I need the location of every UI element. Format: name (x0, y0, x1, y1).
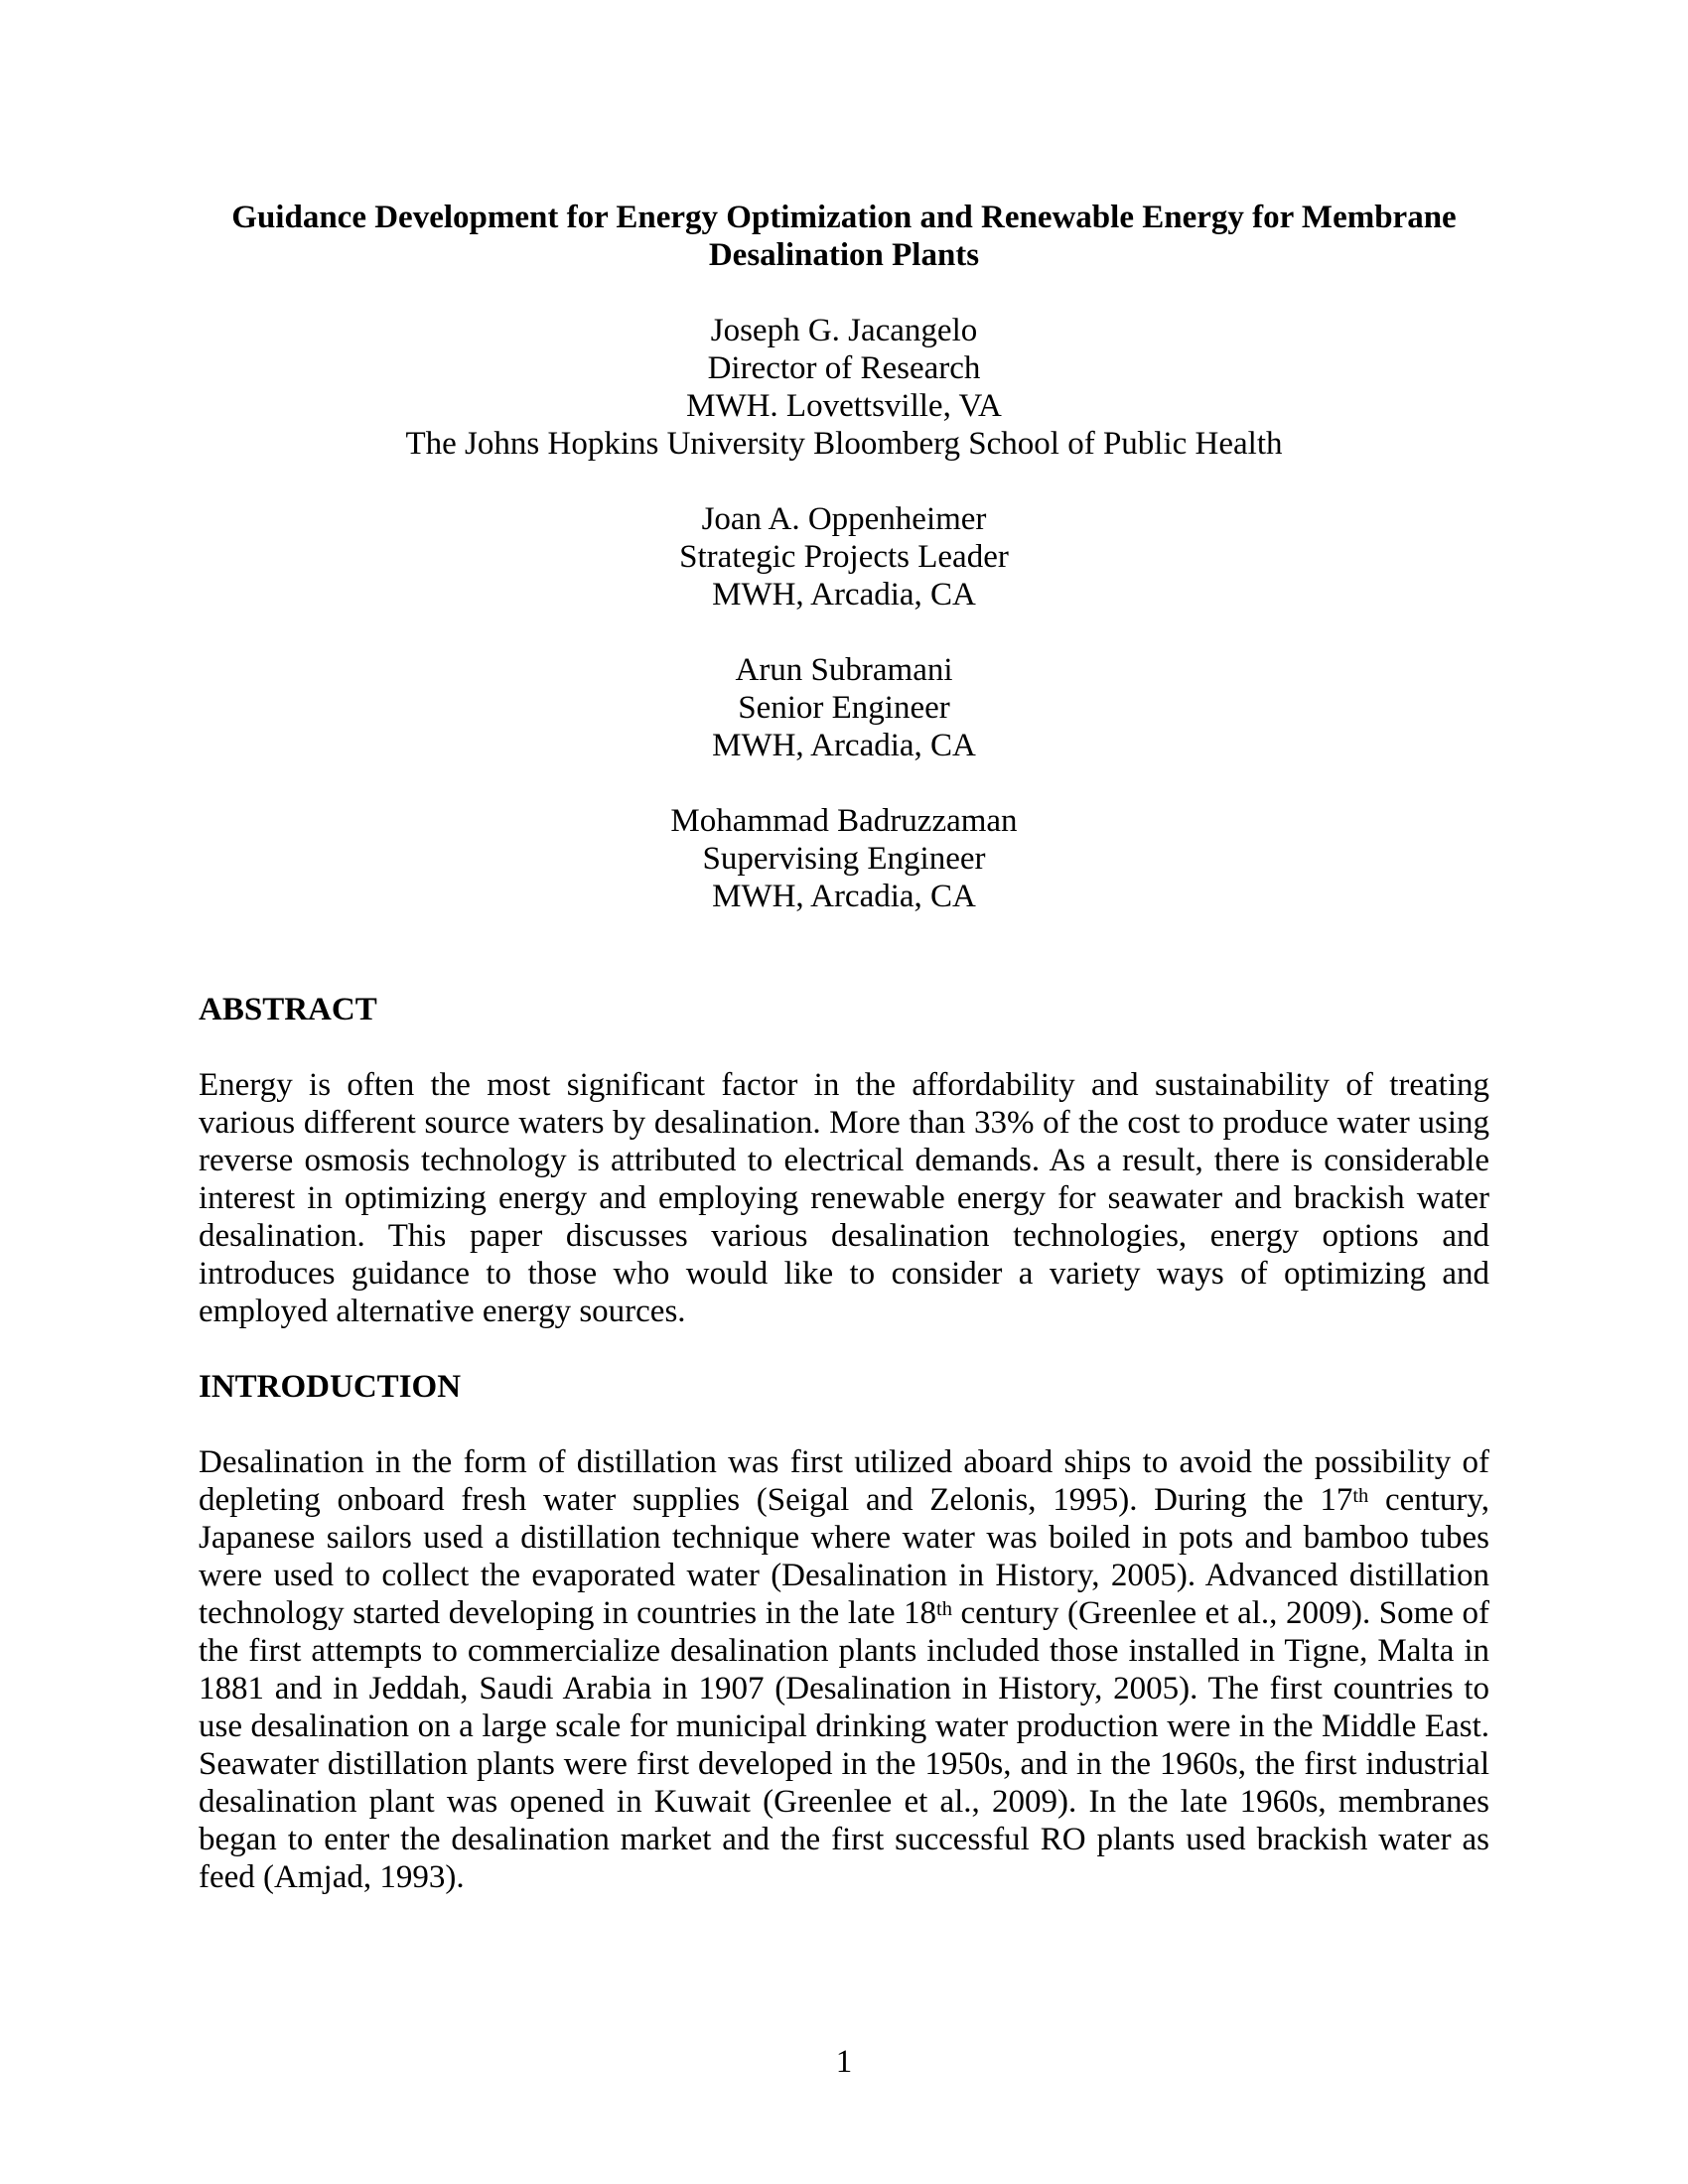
spacer (199, 274, 1489, 312)
spacer (199, 1028, 1489, 1066)
ordinal-superscript-17th: th (1352, 1484, 1369, 1507)
introduction-text-segment-3: century (Greenlee et al., 2009). Some of the first attempts to commercialize desalination plants included those installed in Tigne, Malta in 1881 and in Jeddah, Saudi Arabia in 1907 (Desalination in History, 2005). The first countries to use desalination on a large scale for municipal drinking water production were in the Middle East. Seawater distillation plants were first developed in the 1950s, and in the 1960s, the first industrial desalination plant was opened in Kuwait (Greenlee et al., 2009). In the late 1960s, membranes began to enter the desalination market and the first successful RO plants used brackish water as feed (Amjad, 1993). (199, 1595, 1489, 1895)
abstract-heading: ABSTRACT (199, 992, 377, 1027)
author-affiliation: MWH. Lovettsville, VA (686, 388, 1002, 424)
spacer (199, 614, 1489, 651)
introduction-heading: INTRODUCTION (199, 1369, 462, 1405)
author-role: Director of Research (707, 350, 981, 386)
page-footer (199, 2043, 1489, 2081)
paper-title (199, 199, 1489, 274)
introduction-text (199, 1443, 1489, 1896)
abstract-text: Energy is often the most significant factor in the affordability and sustainability of treating various different source waters by desalination. More than 33% of the cost to produce water using reverse osmosis technology is attributed to electrical demands. As a result, there is considerable interest in optimizing energy and employing renewable energy for seawater and brackish water desalination. This paper discusses various desalination technologies, energy options and introduces guidance to those who would like to consider a variety ways of optimizing and employed alternative energy sources. (199, 1067, 1489, 1329)
author-affiliation: MWH, Arcadia, CA (712, 728, 976, 763)
author-name: Joseph G. Jacangelo (710, 313, 978, 348)
spacer (199, 1330, 1489, 1368)
author-name: Mohammad Badruzzaman (670, 803, 1018, 839)
paper-title-line-2: Desalination Plants (708, 237, 980, 273)
author-name: Joan A. Oppenheimer (701, 501, 987, 537)
author-affiliation-secondary: The Johns Hopkins University Bloomberg School of Public Health (405, 426, 1283, 462)
author-affiliation: MWH, Arcadia, CA (712, 879, 976, 914)
introduction-text-segment-2: century, Japanese sailors used a distillation technique where water was boiled in pots and bamboo tubes were used to collect the evaporated water (Desalination in History, 2005). Advanced distillation technology started developing in countries in the late 18 (199, 1482, 1489, 1631)
author-block-3 (199, 651, 1489, 764)
author-block-2 (199, 500, 1489, 614)
introduction-text-segment-1: Desalination in the form of distillation was first utilized aboard ships to avoid the possibility of depleting onboard fresh water supplies (Seigal and Zelonis, 1995). During the 17 (199, 1444, 1489, 1518)
author-affiliation: MWH, Arcadia, CA (712, 577, 976, 613)
author-block-1 (199, 312, 1489, 463)
page-number: 1 (835, 2044, 853, 2080)
author-role: Supervising Engineer (702, 841, 986, 877)
author-name: Arun Subramani (735, 652, 953, 688)
author-role: Senior Engineer (738, 690, 950, 726)
page-content (199, 199, 1489, 1896)
spacer (199, 764, 1489, 802)
spacer (199, 463, 1489, 500)
author-role: Strategic Projects Leader (679, 539, 1009, 575)
spacer (199, 915, 1489, 991)
ordinal-superscript-18th: th (936, 1597, 952, 1620)
paper-title-line-1: Guidance Development for Energy Optimization and Renewable Energy for Membrane (231, 200, 1457, 235)
spacer (199, 1406, 1489, 1443)
author-block-4 (199, 802, 1489, 915)
